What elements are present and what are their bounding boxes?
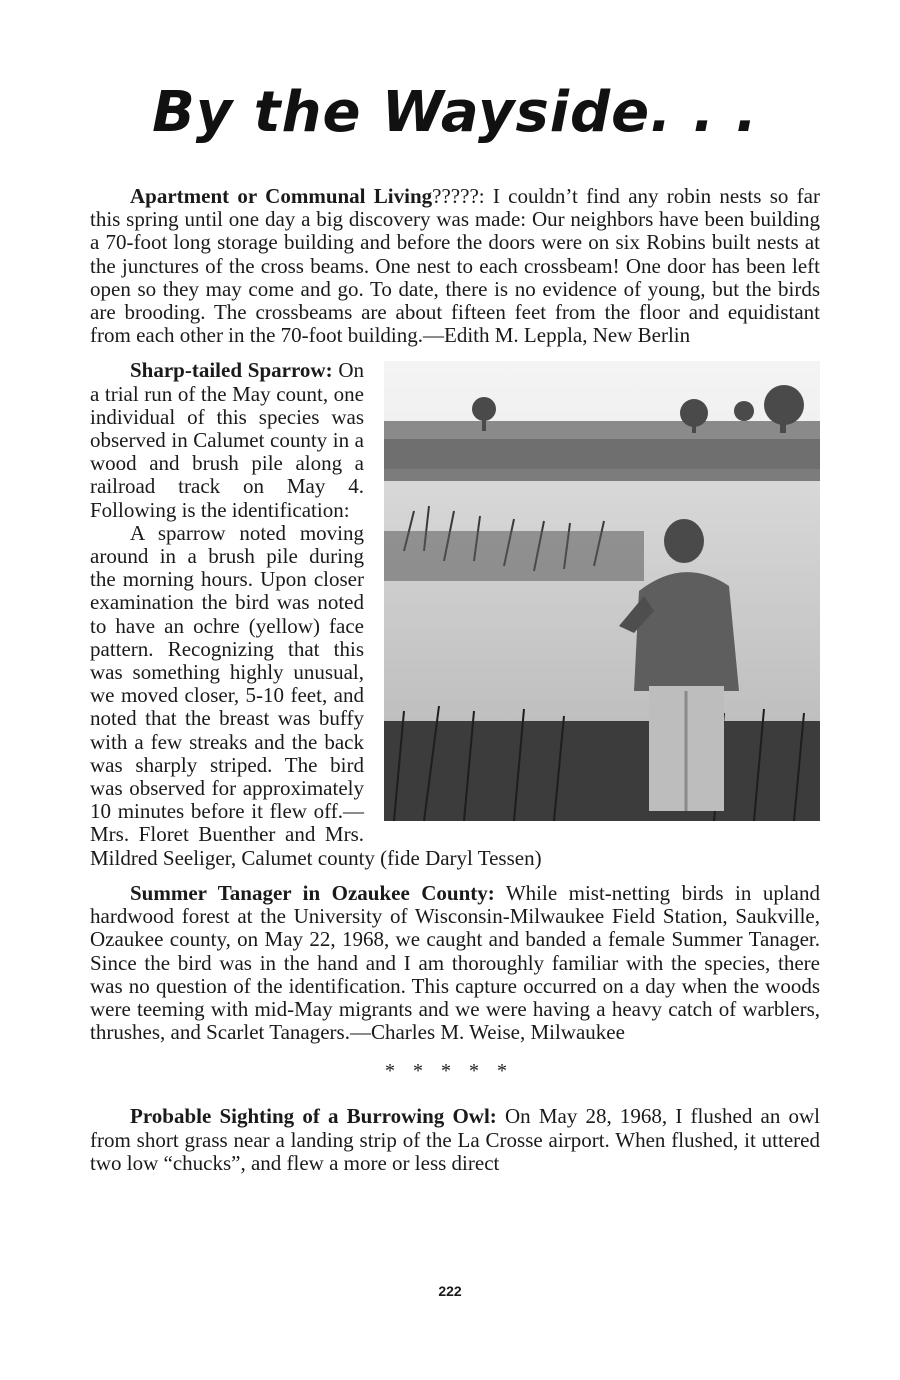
page-title: By the Wayside. . . — [152, 80, 758, 145]
page-number: 222 — [438, 1283, 462, 1299]
article-owl — [90, 1105, 820, 1175]
article-heading: Summer Tanager in Ozaukee County: — [130, 880, 495, 905]
article-body: While mist-netting birds in upland hardwood forest at the University of Wisconsin-Milwaukee Field Station, Saukville, Ozaukee county, on May 22, 1968, we caught and banded a female Summer Tanager. Since the bird was in the hand and I am thoroughly familiar with the species, there was no question of the identification. This capture occurred on a day when the woods were teeming with mid-May migrants and we were having a heavy catch of warblers, thrushes, and Scarlet Tanagers.—Charles M. Weise, Milwaukee — [90, 880, 820, 1045]
article-heading: Probable Sighting of a Burrowing Owl: — [130, 1104, 497, 1129]
article-body: A sparrow noted moving around in a brush pile during the morning hours. Upon closer examination the bird was noted to have an ochre (yellow) face pattern. Recognizing that this was something highly unusual, we moved closer, 5-10 feet, and noted that the breast was buffy with a few streaks and the back was sharply striped. The bird was observed for approximately 10 minutes before it flew off.—Mrs. Floret Buenther and Mrs. Mildred Seeliger, Calumet county (fide Daryl Tessen) — [90, 520, 542, 870]
article-tanager — [90, 882, 820, 1044]
marsh-photo-image — [384, 361, 820, 821]
article-heading-suffix: ?????: — [432, 184, 485, 208]
page — [90, 70, 820, 1175]
article-body: I couldn’t find any robin nests so far this spring until one day a big discovery was made: Our neighbors have been building a 70-foot long storage building and before the doors were on six Robins built nests at the junctures of the cross beams. One nest to each crossbeam! One door has been left open so they may come and go. To date, there is no evidence of young, but the birds are brooding. The crossbeams are about fifteen feet from the floor and equidistant from each other in the 70-foot building.—Edith M. Leppla, New Berlin — [90, 184, 820, 348]
marsh-photo — [384, 361, 820, 821]
article-body: On May 28, 1968, I flushed an owl from short grass near a landing strip of the La Crosse airport. When flushed, it uttered two low “chucks”, and flew a more or less direct — [90, 1104, 821, 1175]
article-apartment — [90, 185, 820, 347]
article-heading: Sharp-tailed Sparrow: — [130, 358, 333, 383]
article-heading: Apartment or Communal Living — [130, 184, 433, 208]
article-body: On a trial run of the May count, one individual of this species was observed in Calumet county in a wood and brush pile along a railroad track on May 4. Following is the identification: — [90, 358, 364, 522]
section-separator: ***** — [385, 1060, 525, 1083]
